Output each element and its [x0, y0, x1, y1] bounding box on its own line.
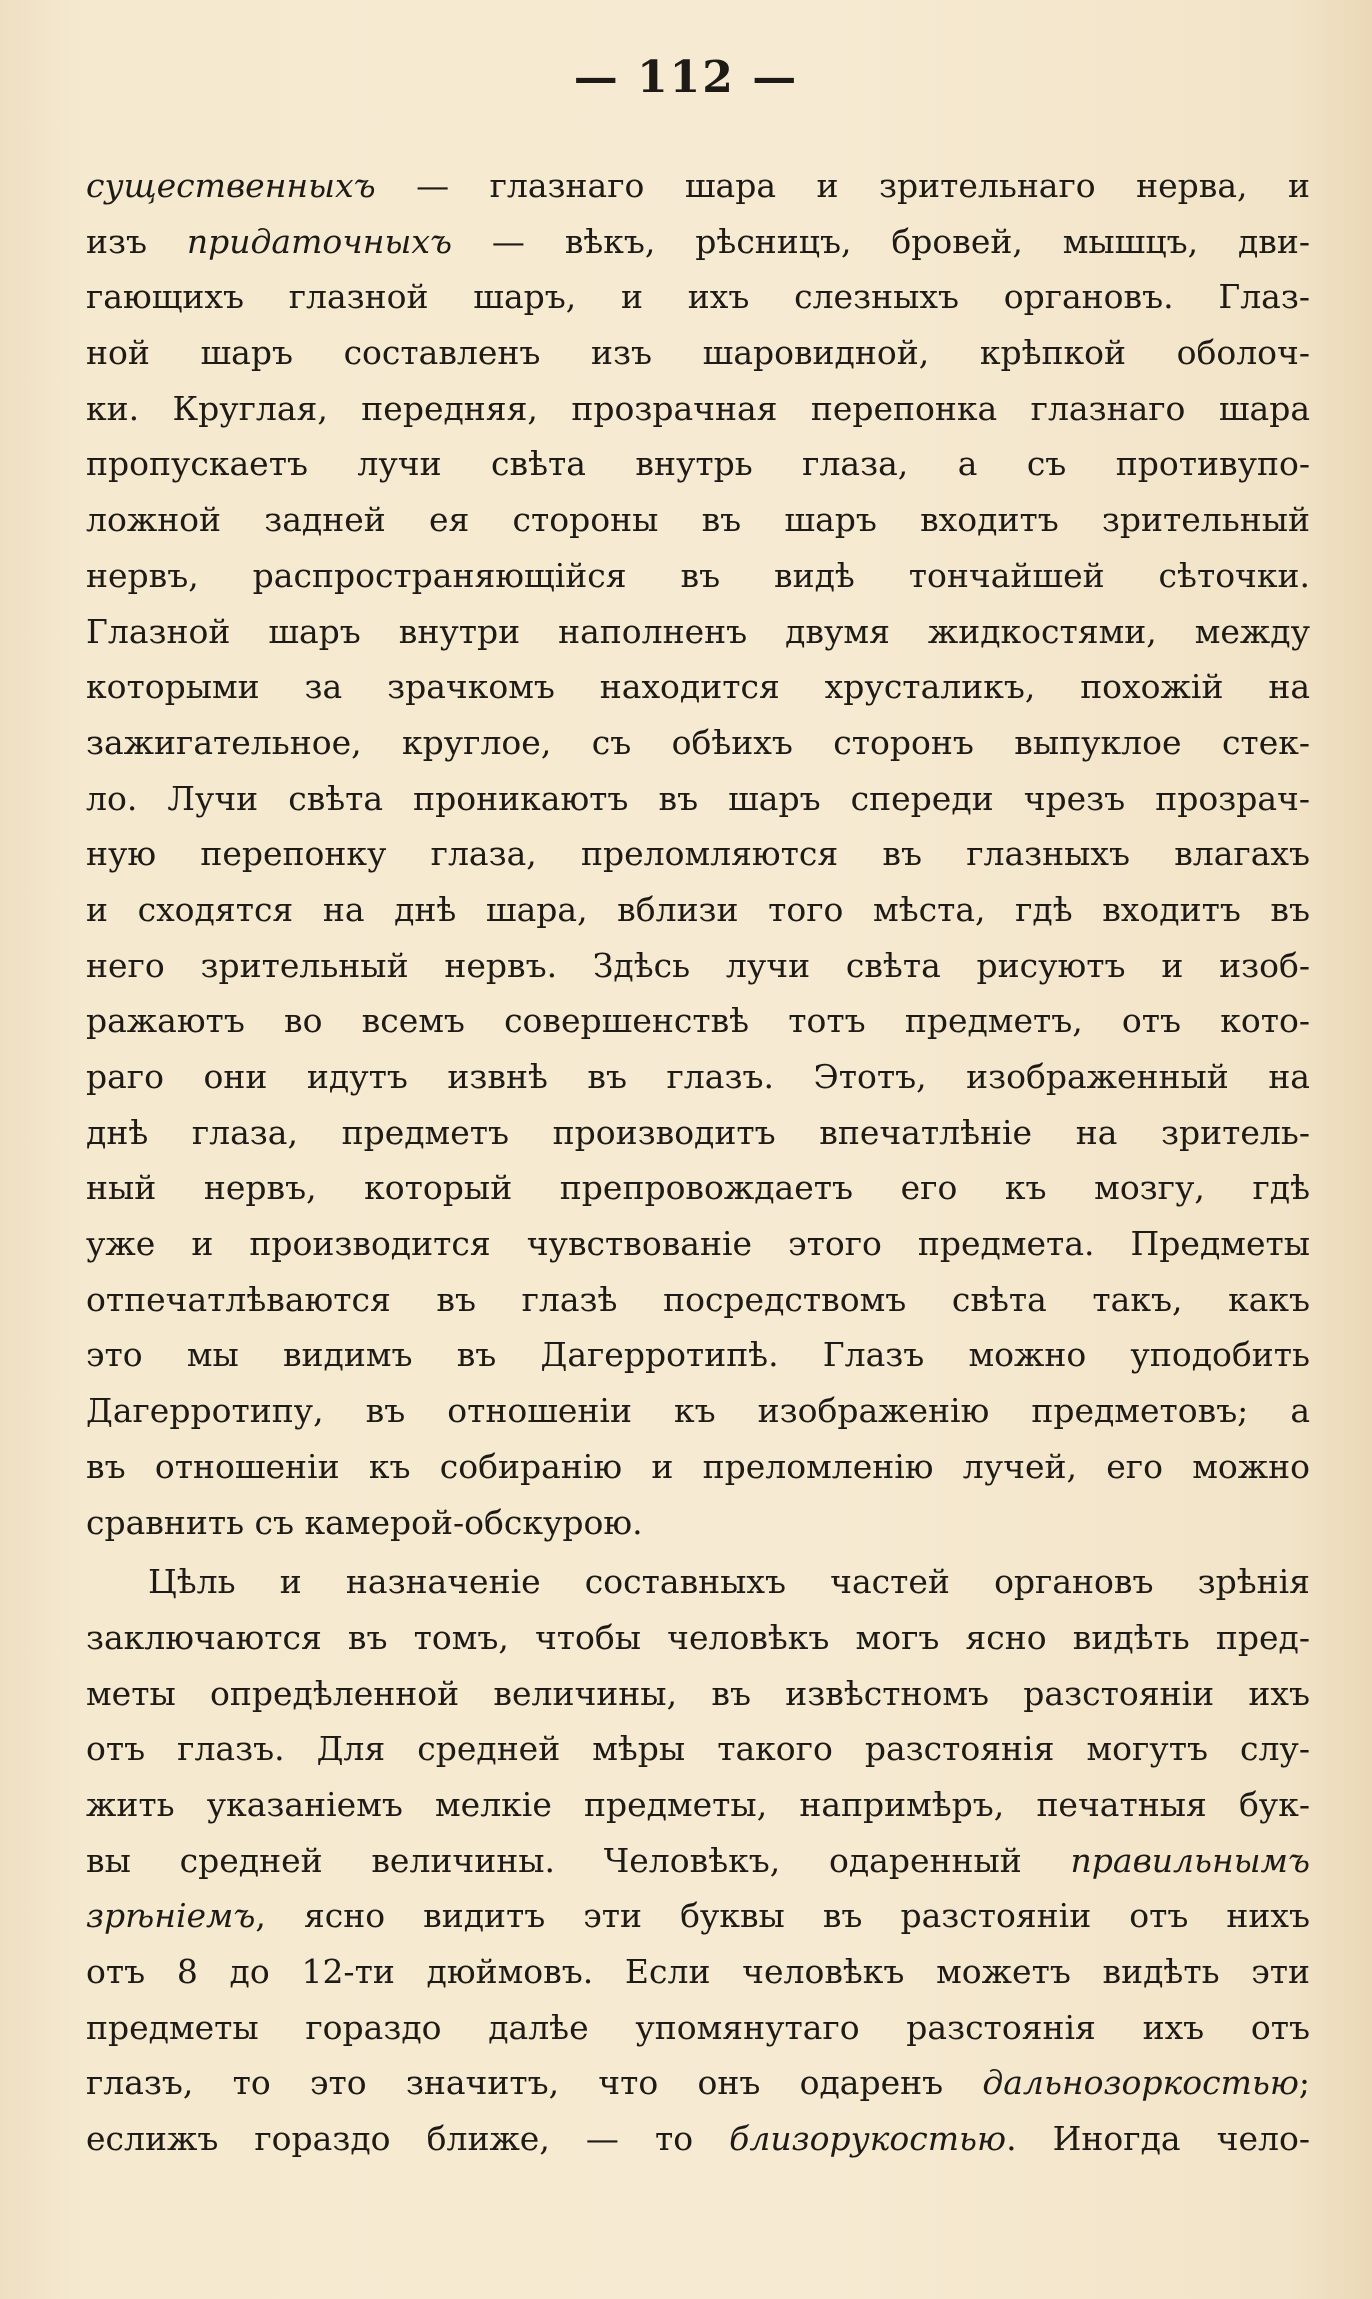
text-run: раго они идутъ извнѣ въ глазъ. Этотъ, изображенный на — [86, 1057, 1310, 1096]
text-line — [86, 325, 1310, 381]
text-line — [86, 1216, 1310, 1272]
text-run: гающихъ глазной шаръ, и ихъ слезныхъ органовъ. Глаз- — [86, 277, 1310, 317]
text-run: него зрительный нервъ. Здѣсь лучи свѣта рисуютъ и изоб- — [86, 945, 1310, 985]
text-run: зажигательное, круглое, съ обѣихъ сторонъ выпуклое стек- — [86, 722, 1310, 762]
text-run: изъ — [86, 221, 187, 261]
text-run: ражаютъ во всемъ совершенствѣ тотъ предметъ, отъ кото- — [86, 1001, 1310, 1041]
text-run: сравнить съ камерой-обскурою. — [86, 1502, 643, 1542]
text-line — [86, 2111, 1310, 2167]
text-line — [86, 214, 1310, 270]
text-run: — вѣкъ, рѣсницъ, бровей, мышцъ, дви- — [452, 221, 1310, 261]
text-line — [86, 1272, 1310, 1328]
text-line — [86, 492, 1310, 548]
text-run: ной шаръ составленъ изъ шаровидной, крѣпкой оболоч- — [86, 333, 1310, 373]
text-line — [86, 826, 1310, 882]
text-run: — глазнаго шара и зрительнаго нерва, и — [375, 166, 1310, 205]
text-run: уже и производится чувствованіе этого предмета. Предметы — [86, 1224, 1310, 1264]
italic-term: придаточныхъ — [186, 221, 453, 261]
text-line — [86, 1777, 1310, 1833]
text-run: ; — [1298, 2063, 1310, 2103]
text-run: Дагерротипу, въ отношеніи къ изображенію предметовъ; а — [86, 1391, 1310, 1431]
text-run: днѣ глаза, предметъ производитъ впечатлѣніе на зритель- — [86, 1112, 1310, 1152]
italic-term: близорукостью — [729, 2119, 1007, 2159]
text-run: нервъ, распространяющійся въ видѣ тончайшей сѣточки. — [86, 555, 1310, 595]
text-run: еслижъ гораздо ближе, — то — [86, 2119, 730, 2159]
text-line — [86, 1383, 1310, 1439]
text-run: Глазной шаръ внутри наполненъ двумя жидкостями, между — [86, 611, 1310, 651]
italic-term: дальнозоркостью — [982, 2063, 1299, 2103]
text-line — [86, 436, 1310, 492]
text-line — [86, 1554, 1310, 1610]
text-run: , ясно видитъ эти буквы въ разстояніи отъ нихъ — [255, 1896, 1310, 1936]
text-line — [86, 993, 1310, 1049]
text-run: ки. Круглая, передняя, прозрачная перепонка глазнаго шара — [86, 388, 1310, 428]
text-run: предметы гораздо далѣе упомянутаго разстоянія ихъ отъ — [86, 2007, 1310, 2047]
text-run: заключаются въ томъ, чтобы человѣкъ могъ ясно видѣть пред- — [86, 1617, 1310, 1657]
text-run: ную перепонку глаза, преломляются въ глазныхъ влагахъ — [86, 834, 1310, 874]
text-run: ло. Лучи свѣта проникаютъ въ шаръ спереди чрезъ прозрач- — [86, 778, 1310, 818]
text-line — [86, 1439, 1310, 1495]
text-line — [86, 1833, 1310, 1889]
text-run: въ отношеніи къ собиранію и преломленію лучей, его можно — [86, 1446, 1310, 1486]
text-run: ложной задней ея стороны въ шаръ входитъ зрительный — [86, 500, 1310, 540]
text-run: глазъ, то это значитъ, что онъ одаренъ — [86, 2063, 983, 2103]
italic-term: правильнымъ — [1070, 1840, 1310, 1880]
text-line — [86, 1610, 1310, 1666]
text-run: . Иногда чело- — [1006, 2119, 1310, 2159]
text-line — [86, 158, 1310, 214]
text-line — [86, 1105, 1310, 1161]
text-line — [86, 1888, 1310, 1944]
text-run: отъ 8 до 12-ти дюймовъ. Если человѣкъ можетъ видѣть эти — [86, 1952, 1310, 1991]
text-line — [86, 1666, 1310, 1722]
text-run: пропускаетъ лучи свѣта внутрь глаза, а съ противупо- — [86, 444, 1310, 484]
text-line — [86, 1160, 1310, 1216]
text-line — [86, 1495, 1310, 1551]
text-line — [86, 1327, 1310, 1383]
page-number: — 112 — — [573, 52, 799, 103]
text-line — [86, 269, 1310, 325]
text-run: жить указаніемъ мелкіе предметы, напримѣръ, печатныя бук- — [86, 1784, 1310, 1824]
paragraph-1 — [86, 158, 1310, 1550]
text-run: меты опредѣленной величины, въ извѣстномъ разстояніи ихъ — [86, 1673, 1310, 1713]
text-line — [86, 2000, 1310, 2056]
text-line — [86, 938, 1310, 994]
text-run: ный нервъ, который препровождаетъ его къ мозгу, гдѣ — [86, 1168, 1310, 1208]
text-line — [86, 715, 1310, 771]
text-line — [86, 1944, 1310, 2000]
text-run: и сходятся на днѣ шара, вблизи того мѣста, гдѣ входитъ въ — [86, 889, 1310, 929]
text-run: Цѣль и назначеніе составныхъ частей органовъ зрѣнія — [148, 1562, 1310, 1602]
text-line — [86, 1721, 1310, 1777]
text-line — [86, 604, 1310, 660]
text-run: отпечатлѣваются въ глазѣ посредствомъ свѣта такъ, какъ — [86, 1279, 1310, 1319]
text-line — [86, 548, 1310, 604]
italic-term: существенныхъ — [86, 166, 376, 205]
text-line — [86, 882, 1310, 938]
text-line — [86, 771, 1310, 827]
text-line — [86, 2055, 1310, 2111]
italic-term: зрѣніемъ — [86, 1896, 256, 1936]
text-line — [86, 1049, 1310, 1105]
text-line — [86, 381, 1310, 437]
text-run: которыми за зрачкомъ находится хрусталикъ, похожій на — [86, 667, 1310, 707]
text-line — [86, 659, 1310, 715]
paragraph-2 — [86, 1554, 1310, 2167]
text-run: отъ глазъ. Для средней мѣры такого разстоянія могутъ слу- — [86, 1729, 1310, 1769]
body-text — [86, 158, 1310, 2167]
text-run: вы средней величины. Человѣкъ, одаренный — [86, 1840, 1071, 1880]
text-run: это мы видимъ въ Дагерротипѣ. Глазъ можно уподобить — [86, 1335, 1310, 1375]
